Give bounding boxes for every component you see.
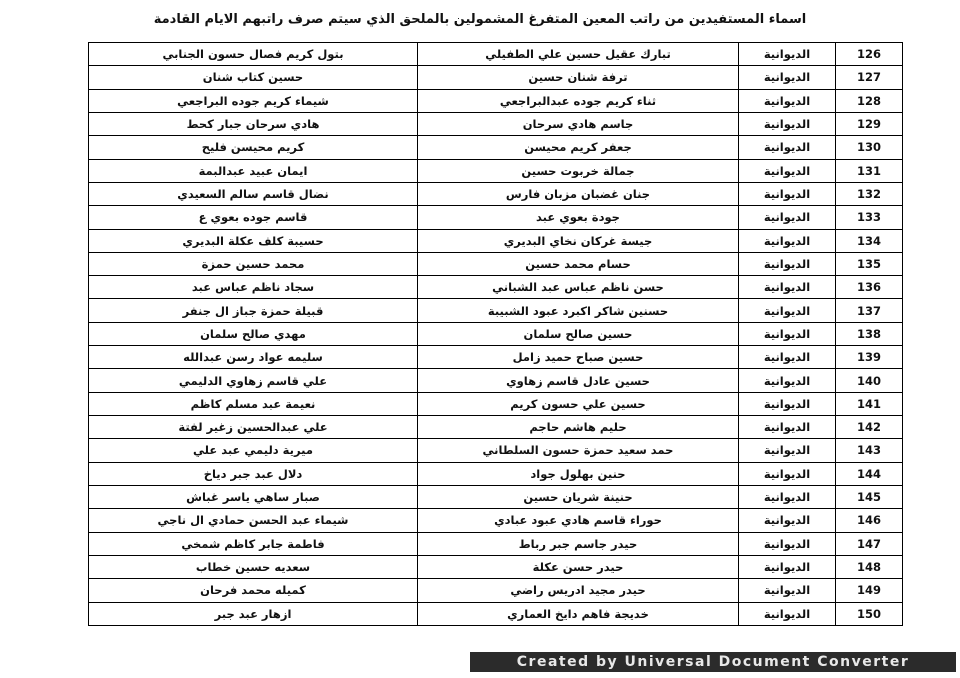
- beneficiary-name: حمد سعيد حمزة حسون السلطاني: [418, 439, 739, 462]
- table-row: [89, 89, 903, 112]
- row-number: 140: [836, 369, 903, 392]
- beneficiaries-table: [88, 42, 903, 626]
- caregiver-name: شيماء كريم جوده البراجعي: [89, 89, 418, 112]
- beneficiary-name: حسنين شاكر اكبرد عبود الشبيبة: [418, 299, 739, 322]
- beneficiary-name: جودة بعوي عبد: [418, 206, 739, 229]
- table-row: [89, 579, 903, 602]
- caregiver-name: صبار ساهي ياسر غباش: [89, 485, 418, 508]
- row-number: 147: [836, 532, 903, 555]
- row-number: 127: [836, 66, 903, 89]
- governorate-cell: الديوانية: [739, 252, 836, 275]
- row-number: 150: [836, 602, 903, 626]
- beneficiary-name: تبارك عقيل حسين علي الطفيلي: [418, 43, 739, 66]
- governorate-cell: الديوانية: [739, 555, 836, 578]
- table-row: [89, 346, 903, 369]
- table-row: [89, 136, 903, 159]
- governorate-cell: الديوانية: [739, 346, 836, 369]
- beneficiary-name: حسين صالح سلمان: [418, 322, 739, 345]
- caregiver-name: سجاد ناظم عباس عبد: [89, 276, 418, 299]
- table-row: [89, 206, 903, 229]
- table-row: [89, 416, 903, 439]
- table-row: [89, 532, 903, 555]
- caregiver-name: ميرية دليمي عبد علي: [89, 439, 418, 462]
- row-number: 136: [836, 276, 903, 299]
- table-row: [89, 66, 903, 89]
- table-row: [89, 276, 903, 299]
- caregiver-name: قاسم جوده بعوي ع: [89, 206, 418, 229]
- governorate-cell: الديوانية: [739, 136, 836, 159]
- governorate-cell: الديوانية: [739, 462, 836, 485]
- caregiver-name: نضال قاسم سالم السعيدي: [89, 182, 418, 205]
- beneficiary-name: حنينة شريان حسين: [418, 485, 739, 508]
- table-row: [89, 322, 903, 345]
- caregiver-name: فاطمة جابر كاظم شمخي: [89, 532, 418, 555]
- row-number: 134: [836, 229, 903, 252]
- governorate-cell: الديوانية: [739, 369, 836, 392]
- table-row: [89, 229, 903, 252]
- table-row: [89, 159, 903, 182]
- beneficiary-name: حليم هاشم حاجم: [418, 416, 739, 439]
- table-row: [89, 392, 903, 415]
- row-number: 146: [836, 509, 903, 532]
- beneficiary-name: ترفة شنان حسين: [418, 66, 739, 89]
- beneficiary-name: ثناء كريم جوده عبدالبراجعي: [418, 89, 739, 112]
- beneficiary-name: خديجة فاهم دايخ العماري: [418, 602, 739, 626]
- table-row: [89, 112, 903, 135]
- beneficiary-name: حيدر جاسم جبر رباط: [418, 532, 739, 555]
- table-row: [89, 509, 903, 532]
- beneficiary-name: حسام محمد حسين: [418, 252, 739, 275]
- caregiver-name: حسيبة كلف عكلة البديري: [89, 229, 418, 252]
- row-number: 144: [836, 462, 903, 485]
- governorate-cell: الديوانية: [739, 392, 836, 415]
- table-row: [89, 299, 903, 322]
- row-number: 128: [836, 89, 903, 112]
- row-number: 132: [836, 182, 903, 205]
- caregiver-name: سليمه عواد رسن عبدالله: [89, 346, 418, 369]
- caregiver-name: مهدي صالح سلمان: [89, 322, 418, 345]
- table-row: [89, 462, 903, 485]
- caregiver-name: هادي سرحان جبار كحط: [89, 112, 418, 135]
- row-number: 141: [836, 392, 903, 415]
- caregiver-name: ايمان عبيد عبدالبمة: [89, 159, 418, 182]
- beneficiary-name: جاسم هادي سرحان: [418, 112, 739, 135]
- governorate-cell: الديوانية: [739, 159, 836, 182]
- governorate-cell: الديوانية: [739, 532, 836, 555]
- table-row: [89, 252, 903, 275]
- governorate-cell: الديوانية: [739, 439, 836, 462]
- row-number: 131: [836, 159, 903, 182]
- table-row: [89, 439, 903, 462]
- governorate-cell: الديوانية: [739, 579, 836, 602]
- governorate-cell: الديوانية: [739, 89, 836, 112]
- governorate-cell: الديوانية: [739, 322, 836, 345]
- row-number: 143: [836, 439, 903, 462]
- table-row: [89, 369, 903, 392]
- table-row: [89, 43, 903, 66]
- caregiver-name: حسين كتاب شنان: [89, 66, 418, 89]
- governorate-cell: الديوانية: [739, 229, 836, 252]
- row-number: 133: [836, 206, 903, 229]
- caregiver-name: علي قاسم زهاوي الدليمي: [89, 369, 418, 392]
- row-number: 130: [836, 136, 903, 159]
- caregiver-name: كميله محمد فرحان: [89, 579, 418, 602]
- caregiver-name: دلال عبد جبر دياخ: [89, 462, 418, 485]
- row-number: 126: [836, 43, 903, 66]
- beneficiary-name: حسن ناظم عباس عبد الشباني: [418, 276, 739, 299]
- governorate-cell: الديوانية: [739, 276, 836, 299]
- caregiver-name: سعديه حسين خطاب: [89, 555, 418, 578]
- caregiver-name: شيماء عبد الحسن حمادي ال ناجي: [89, 509, 418, 532]
- row-number: 138: [836, 322, 903, 345]
- beneficiary-name: حيدر حسن عكلة: [418, 555, 739, 578]
- beneficiary-name: حسين صباح حميد زامل: [418, 346, 739, 369]
- beneficiary-name: حنين بهلول جواد: [418, 462, 739, 485]
- table-row: [89, 485, 903, 508]
- caregiver-name: نعيمة عبد مسلم كاظم: [89, 392, 418, 415]
- governorate-cell: الديوانية: [739, 509, 836, 532]
- row-number: 137: [836, 299, 903, 322]
- caregiver-name: ازهار عبد جبر: [89, 602, 418, 626]
- governorate-cell: الديوانية: [739, 299, 836, 322]
- governorate-cell: الديوانية: [739, 206, 836, 229]
- caregiver-name: قبيلة حمزة جباز ال جنفر: [89, 299, 418, 322]
- row-number: 145: [836, 485, 903, 508]
- beneficiary-name: جمالة خربوت حسين: [418, 159, 739, 182]
- page-title: اسماء المستفيدين من راتب المعين المتفرغ المشمولين بالملحق الذي سيتم صرف راتبهم الايام القادمة: [153, 12, 807, 27]
- beneficiary-name: جيسة غركان نخاي البديري: [418, 229, 739, 252]
- beneficiary-name: جنان غضبان مزبان فارس: [418, 182, 739, 205]
- governorate-cell: الديوانية: [739, 66, 836, 89]
- governorate-cell: الديوانية: [739, 485, 836, 508]
- governorate-cell: الديوانية: [739, 416, 836, 439]
- row-number: 139: [836, 346, 903, 369]
- governorate-cell: الديوانية: [739, 602, 836, 626]
- row-number: 129: [836, 112, 903, 135]
- beneficiary-name: حسين علي حسون كريم: [418, 392, 739, 415]
- beneficiary-name: حوراء قاسم هادي عبود عبادي: [418, 509, 739, 532]
- converter-watermark: Created by Universal Document Converter: [470, 652, 956, 672]
- row-number: 142: [836, 416, 903, 439]
- table-row: [89, 602, 903, 626]
- row-number: 148: [836, 555, 903, 578]
- governorate-cell: الديوانية: [739, 43, 836, 66]
- row-number: 135: [836, 252, 903, 275]
- caregiver-name: بتول كريم فصال حسون الجنابي: [89, 43, 418, 66]
- beneficiary-name: حيدر مجيد ادريس راضي: [418, 579, 739, 602]
- caregiver-name: محمد حسين حمزة: [89, 252, 418, 275]
- caregiver-name: علي عبدالحسين زغير لفتة: [89, 416, 418, 439]
- governorate-cell: الديوانية: [739, 182, 836, 205]
- table-row: [89, 555, 903, 578]
- beneficiary-name: جعفر كريم محيسن: [418, 136, 739, 159]
- beneficiary-name: حسين عادل قاسم زهاوي: [418, 369, 739, 392]
- governorate-cell: الديوانية: [739, 112, 836, 135]
- row-number: 149: [836, 579, 903, 602]
- table-row: [89, 182, 903, 205]
- caregiver-name: كريم محيسن فليح: [89, 136, 418, 159]
